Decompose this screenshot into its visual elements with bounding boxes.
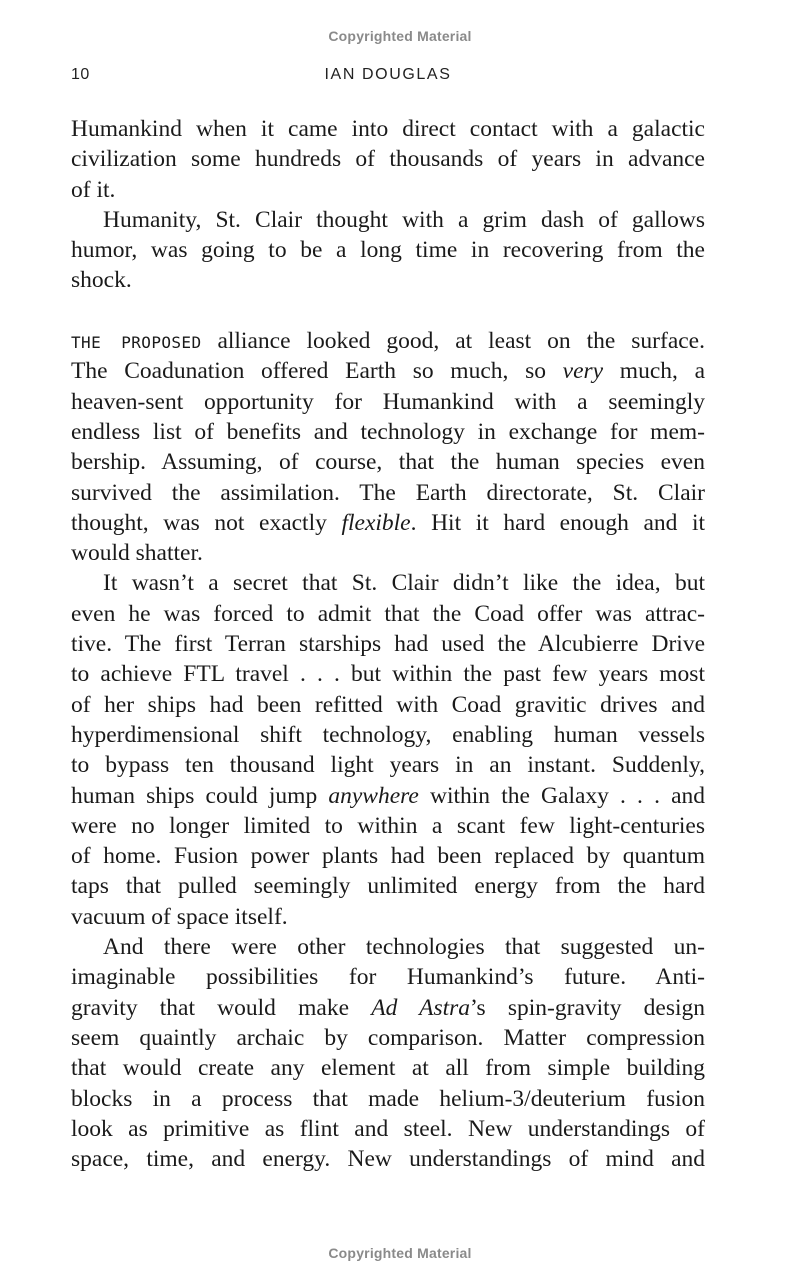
text-line: human ships could jump anywhere within the Galaxy . . . and (71, 782, 706, 809)
text-line: Humankind when it came into direct contact with a galactic (71, 116, 705, 142)
copyright-watermark-bottom: Copyrighted Material (328, 1245, 472, 1261)
text-line: bership. Assuming, of course, that the human species even (71, 449, 705, 476)
text-line: space, time, and energy. New understandings of mind and (71, 1146, 705, 1173)
section-break (71, 296, 705, 326)
author-name: IAN DOUGLAS (324, 66, 452, 83)
text-line: even he was forced to admit that the Coad offer was attrac- (71, 600, 705, 627)
text-line: The Coadunation offered Earth so much, so very much, a (71, 358, 705, 385)
text-line: of it. (71, 176, 116, 203)
text-line: that would create any element at all from simple building (71, 1055, 705, 1082)
text-line: tive. The first Terran starships had used the Alcubierre Drive (71, 631, 705, 658)
section-lead-in: THE PROPOSED (71, 333, 202, 353)
text-line: humor, was going to be a long time in recovering from the (71, 237, 705, 264)
text-line: gravity that would make Ad Astra’s spin-gravity design (71, 994, 705, 1021)
text-line: seem quaintly archaic by comparison. Matter compression (71, 1024, 705, 1051)
text-line: blocks in a process that made helium-3/deuterium fusion (71, 1085, 705, 1112)
text-line: civilization some hundreds of thousands of years in advance (71, 146, 705, 173)
text-line: heaven-sent opportunity for Humankind with a seemingly (71, 388, 705, 415)
text-line: THE PROPOSED alliance looked good, at least on the surface. (71, 328, 705, 355)
body-text (71, 114, 705, 1174)
text-line: imaginable possibilities for Humankind’s future. Anti- (71, 964, 705, 991)
text-line: taps that pulled seemingly unlimited energy from the hard (71, 873, 705, 900)
text-line: Humanity, St. Clair thought with a grim dash of gallows (103, 206, 705, 233)
text-line: look as primitive as flint and steel. New understandings of (71, 1115, 705, 1142)
text-line: of her ships had been refitted with Coad gravitic drives and (71, 691, 705, 718)
text-line: hyperdimensional shift technology, enabling human vessels (71, 721, 705, 748)
copyright-watermark-top: Copyrighted Material (328, 28, 472, 44)
running-head (71, 66, 705, 88)
text-line: were no longer limited to within a scant few light-centuries (71, 812, 705, 839)
text-line: endless list of benefits and technology in exchange for mem- (71, 418, 705, 445)
text-line: vacuum of space itself. (71, 903, 288, 930)
text-line: to bypass ten thousand light years in an instant. Suddenly, (71, 752, 705, 779)
text-line: It wasn’t a secret that St. Clair didn’t like the idea, but (103, 570, 705, 597)
text-line: would shatter. (71, 540, 203, 567)
text-line: And there were other technologies that suggested un- (103, 934, 705, 961)
text-line: of home. Fusion power plants had been replaced by quantum (71, 843, 705, 870)
page-number: 10 (71, 66, 90, 83)
text-line: thought, was not exactly flexible. Hit it hard enough and it (71, 509, 706, 536)
text-line: survived the assimilation. The Earth directorate, St. Clair (71, 479, 705, 506)
text-line: to achieve FTL travel . . . but within the past few years most (71, 661, 705, 688)
text-line: shock. (71, 267, 132, 294)
